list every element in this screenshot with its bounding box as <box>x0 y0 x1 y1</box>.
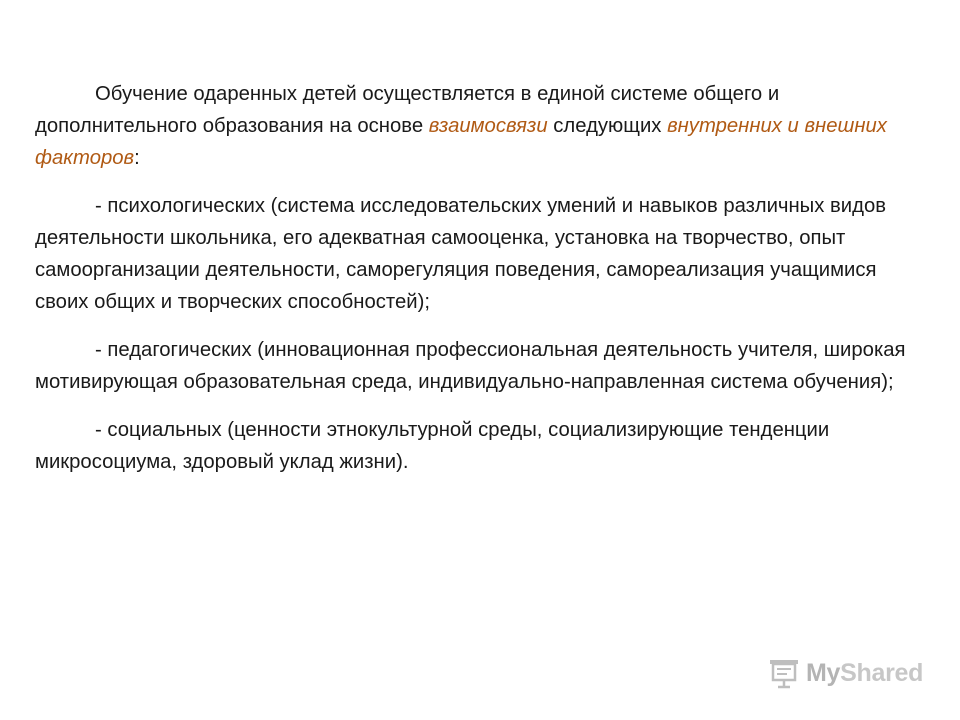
watermark-text <box>806 659 923 688</box>
intro-text-middle: следующих <box>547 115 668 137</box>
pedagogical-paragraph: - педагогических (инновационная профессиональная деятельность учителя, широкая мотивирующая образовательная среда, индивидуально-направленная система обучения); <box>35 339 906 393</box>
accent-factors: внутренних и внешних факторов <box>35 115 887 169</box>
intro-text-start: Обучение одаренных детей осуществляется в единой системе общего и дополнительного образования на основе <box>35 83 780 137</box>
psychological-paragraph: - психологических (система исследовательских умений и навыков различных видов деятельности школьника, его адекватная самооценка, установка на творчество, опыт самоорганизации деятельности, саморегуляция поведения, самореализация учащимися своих общих и творческих способностей); <box>35 195 887 313</box>
watermark-shared: Shared <box>840 658 924 687</box>
slide-body <box>35 78 925 494</box>
intro-paragraph <box>35 78 925 174</box>
myshared-watermark <box>768 656 923 690</box>
projector-screen-icon <box>768 657 800 689</box>
intro-text-end: : <box>134 147 140 169</box>
social-paragraph: - социальных (ценности этнокультурной среды, социализирующие тенденции микросоциума, здоровый уклад жизни). <box>35 419 830 473</box>
watermark-my: My <box>806 658 841 687</box>
accent-interrelation: взаимосвязи <box>428 115 548 137</box>
